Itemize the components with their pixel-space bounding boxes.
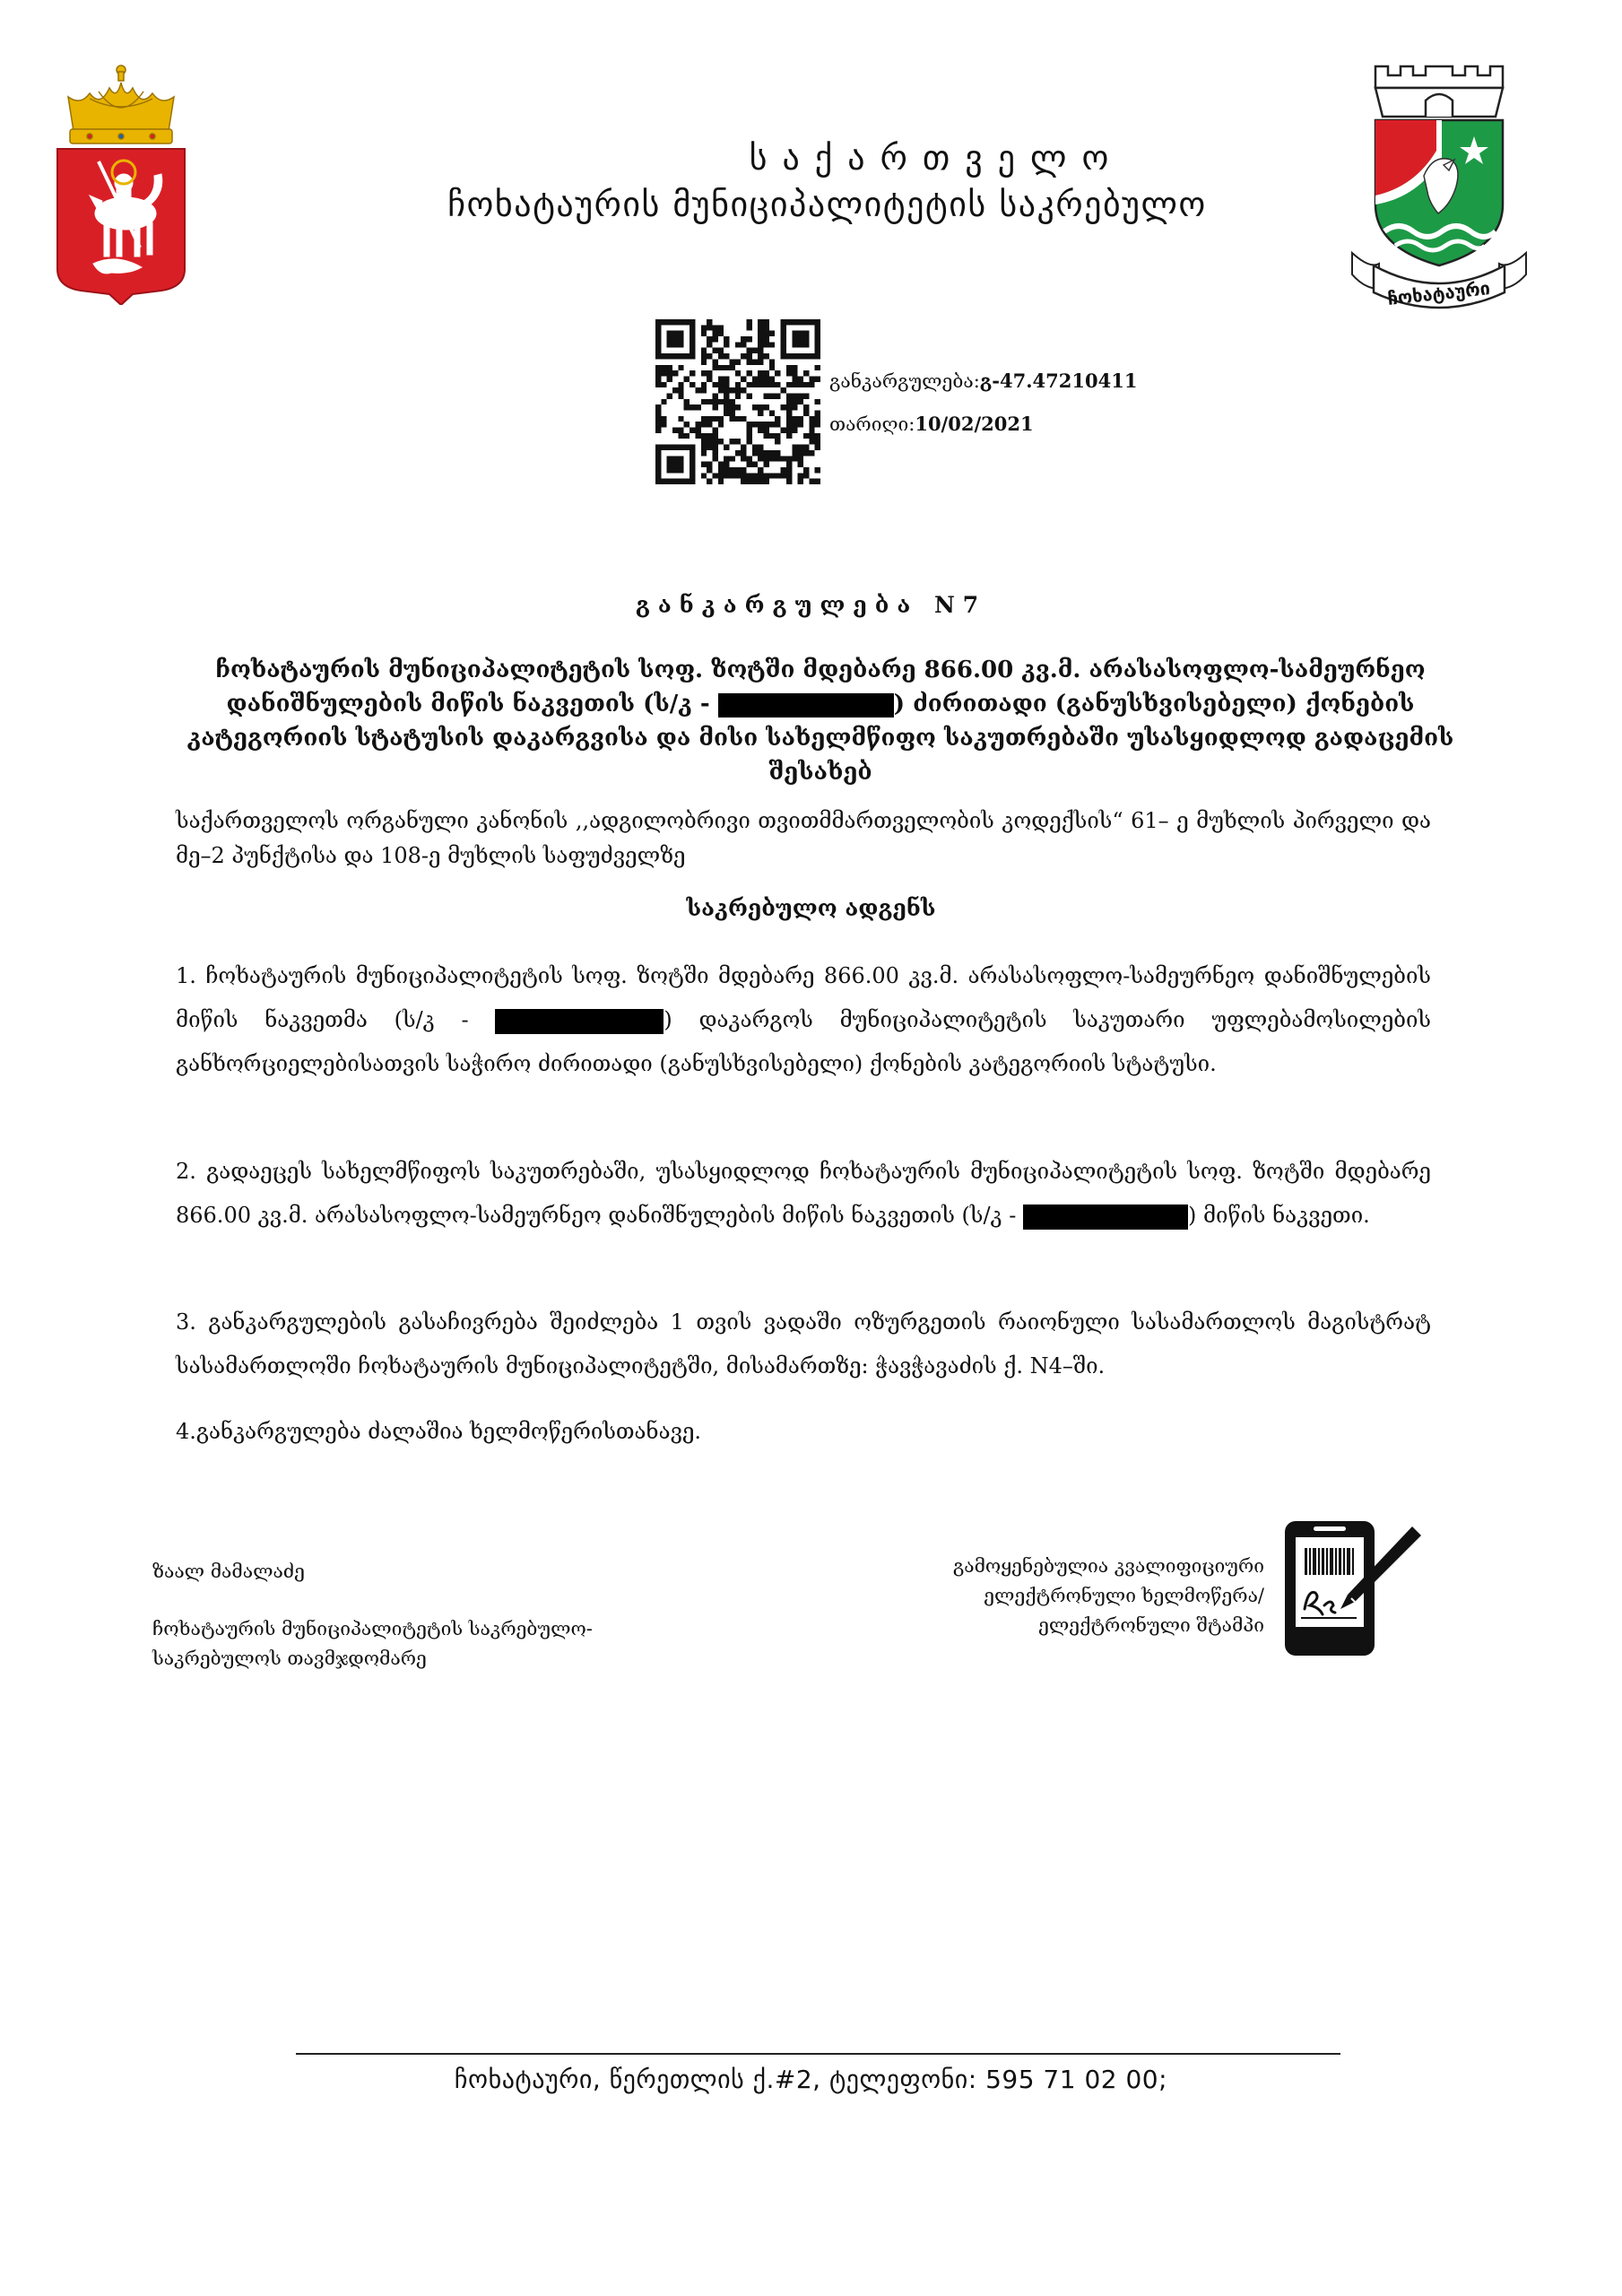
document-title [179,653,1462,789]
document-title-part1: ჩოხატაურის მუნიციპალიტეტის სოფ. ზოტში მდებარე 866.00 კვ.მ. არასასოფლო-სამეურნეო დანიშნულების მიწის ნაკვეთის (ს/კ - [215,657,1426,718]
redaction-bar [1023,1205,1188,1230]
clause-1-part2: ) დაკარგოს მუნიციპალიტეტის საკუთარი უფლებამოსილების განხორციელებისათვის საჭირო ძირითადი (განუსხვისებელი) ქონების კატეგორიის სტატუსი. [176,1007,1431,1076]
document-heading: განკარგულება N7 [635,592,987,618]
ordinance-number [829,370,1137,392]
qr-code-icon [655,319,820,484]
preamble: საქართველოს ორგანული კანონის ,,ადგილობრივი თვითმმართველობის კოდექსის“ 61– ე მუხლის პირველი და მე–2 პუნქტისა და 108-ე მუხლის საფუძველზე [176,808,1431,868]
footer-divider [296,2053,1340,2055]
clause-1-part1: 1. ჩოხატაურის მუნიციპალიტეტის სოფ. ზოტში მდებარე 866.00 კვ.მ. არასასოფლო-სამეურნეო დანიშნულების მიწის ნაკვეთმა (ს/კ - [176,963,1431,1032]
clause-2-part1: 2. გადაეცეს სახელმწიფოს საკუთრებაში, უსასყიდლოდ ჩოხატაურის მუნიციპალიტეტის სოფ. ზოტში მდებარე 866.00 კვ.მ. არასასოფლო-სამეურნეო დანიშნულების მიწის ნაკვეთის (ს/კ - [176,1159,1431,1228]
clause-2-part2: ) მიწის ნაკვეთი. [1188,1203,1370,1228]
signer-position [152,1614,593,1674]
clause-3: 3. განკარგულების გასაჩივრება შეიძლება 1 თვის ვადაში ოზურგეთის რაიონული სასამართლოს მაგისტრატ სასამართლოში ჩოხატაურის მუნიციპალიტეტში, მისამართზე: ჭავჭავაძის ქ. N4–ში. [176,1309,1431,1378]
e-signature-line3: ელექტრონული შტამპი [1038,1614,1264,1636]
council-decides: საკრებულო ადგენს [686,895,936,921]
ordinance-number-value: გ-47.47210411 [979,370,1138,392]
redaction-bar [495,1009,664,1034]
signer-position-line2: საკრებულოს თავმჯდომარე [152,1648,427,1669]
e-signature-phone-icon [1278,1512,1423,1657]
footer-address: ჩოხატაური, წერეთლის ქ.#2, ტელეფონი: 595 71 02 00; [454,2065,1168,2094]
document-title-part2: ) ძირითადი (განუსხვისებელი) ქონების კატეგორიის სტატუსის დაკარგვისა და მისი სახელმწიფო საკუთრებაში უსასყიდლოდ გადაცემის შესახებ [186,691,1454,786]
redaction-bar [718,693,894,718]
ordinance-date-label: თარიღი: [829,413,915,435]
coat-of-arms-emblem [54,61,188,305]
ordinance-date-value: 10/02/2021 [915,413,1034,435]
header-country: საქართველო [749,138,1124,178]
clause-2 [176,1150,1431,1238]
e-signature-line1: გამოყენებულია კვალიფიციური [952,1555,1264,1577]
header-council-name: ჩოხატაურის მუნიციპალიტეტის საკრებულო [447,185,1207,224]
signer-position-line1: ჩოხატაურის მუნიციპალიტეტის საკრებულო- [152,1618,593,1639]
ordinance-date [829,413,1034,435]
municipality-emblem [1343,61,1535,314]
ordinance-number-label: განკარგულება: [829,370,980,392]
clause-4: 4.განკარგულება ძალაშია ხელმოწერისთანავე. [176,1419,702,1444]
e-signature-line2: ელექტრონული ხელმოწერა/ [984,1585,1264,1606]
e-signature-note [825,1552,1264,1640]
clause-1 [176,954,1431,1086]
emblem-ribbon-text: ჩოხატაური [1386,277,1492,309]
signer-name: ზაალ მამალაძე [152,1561,305,1582]
